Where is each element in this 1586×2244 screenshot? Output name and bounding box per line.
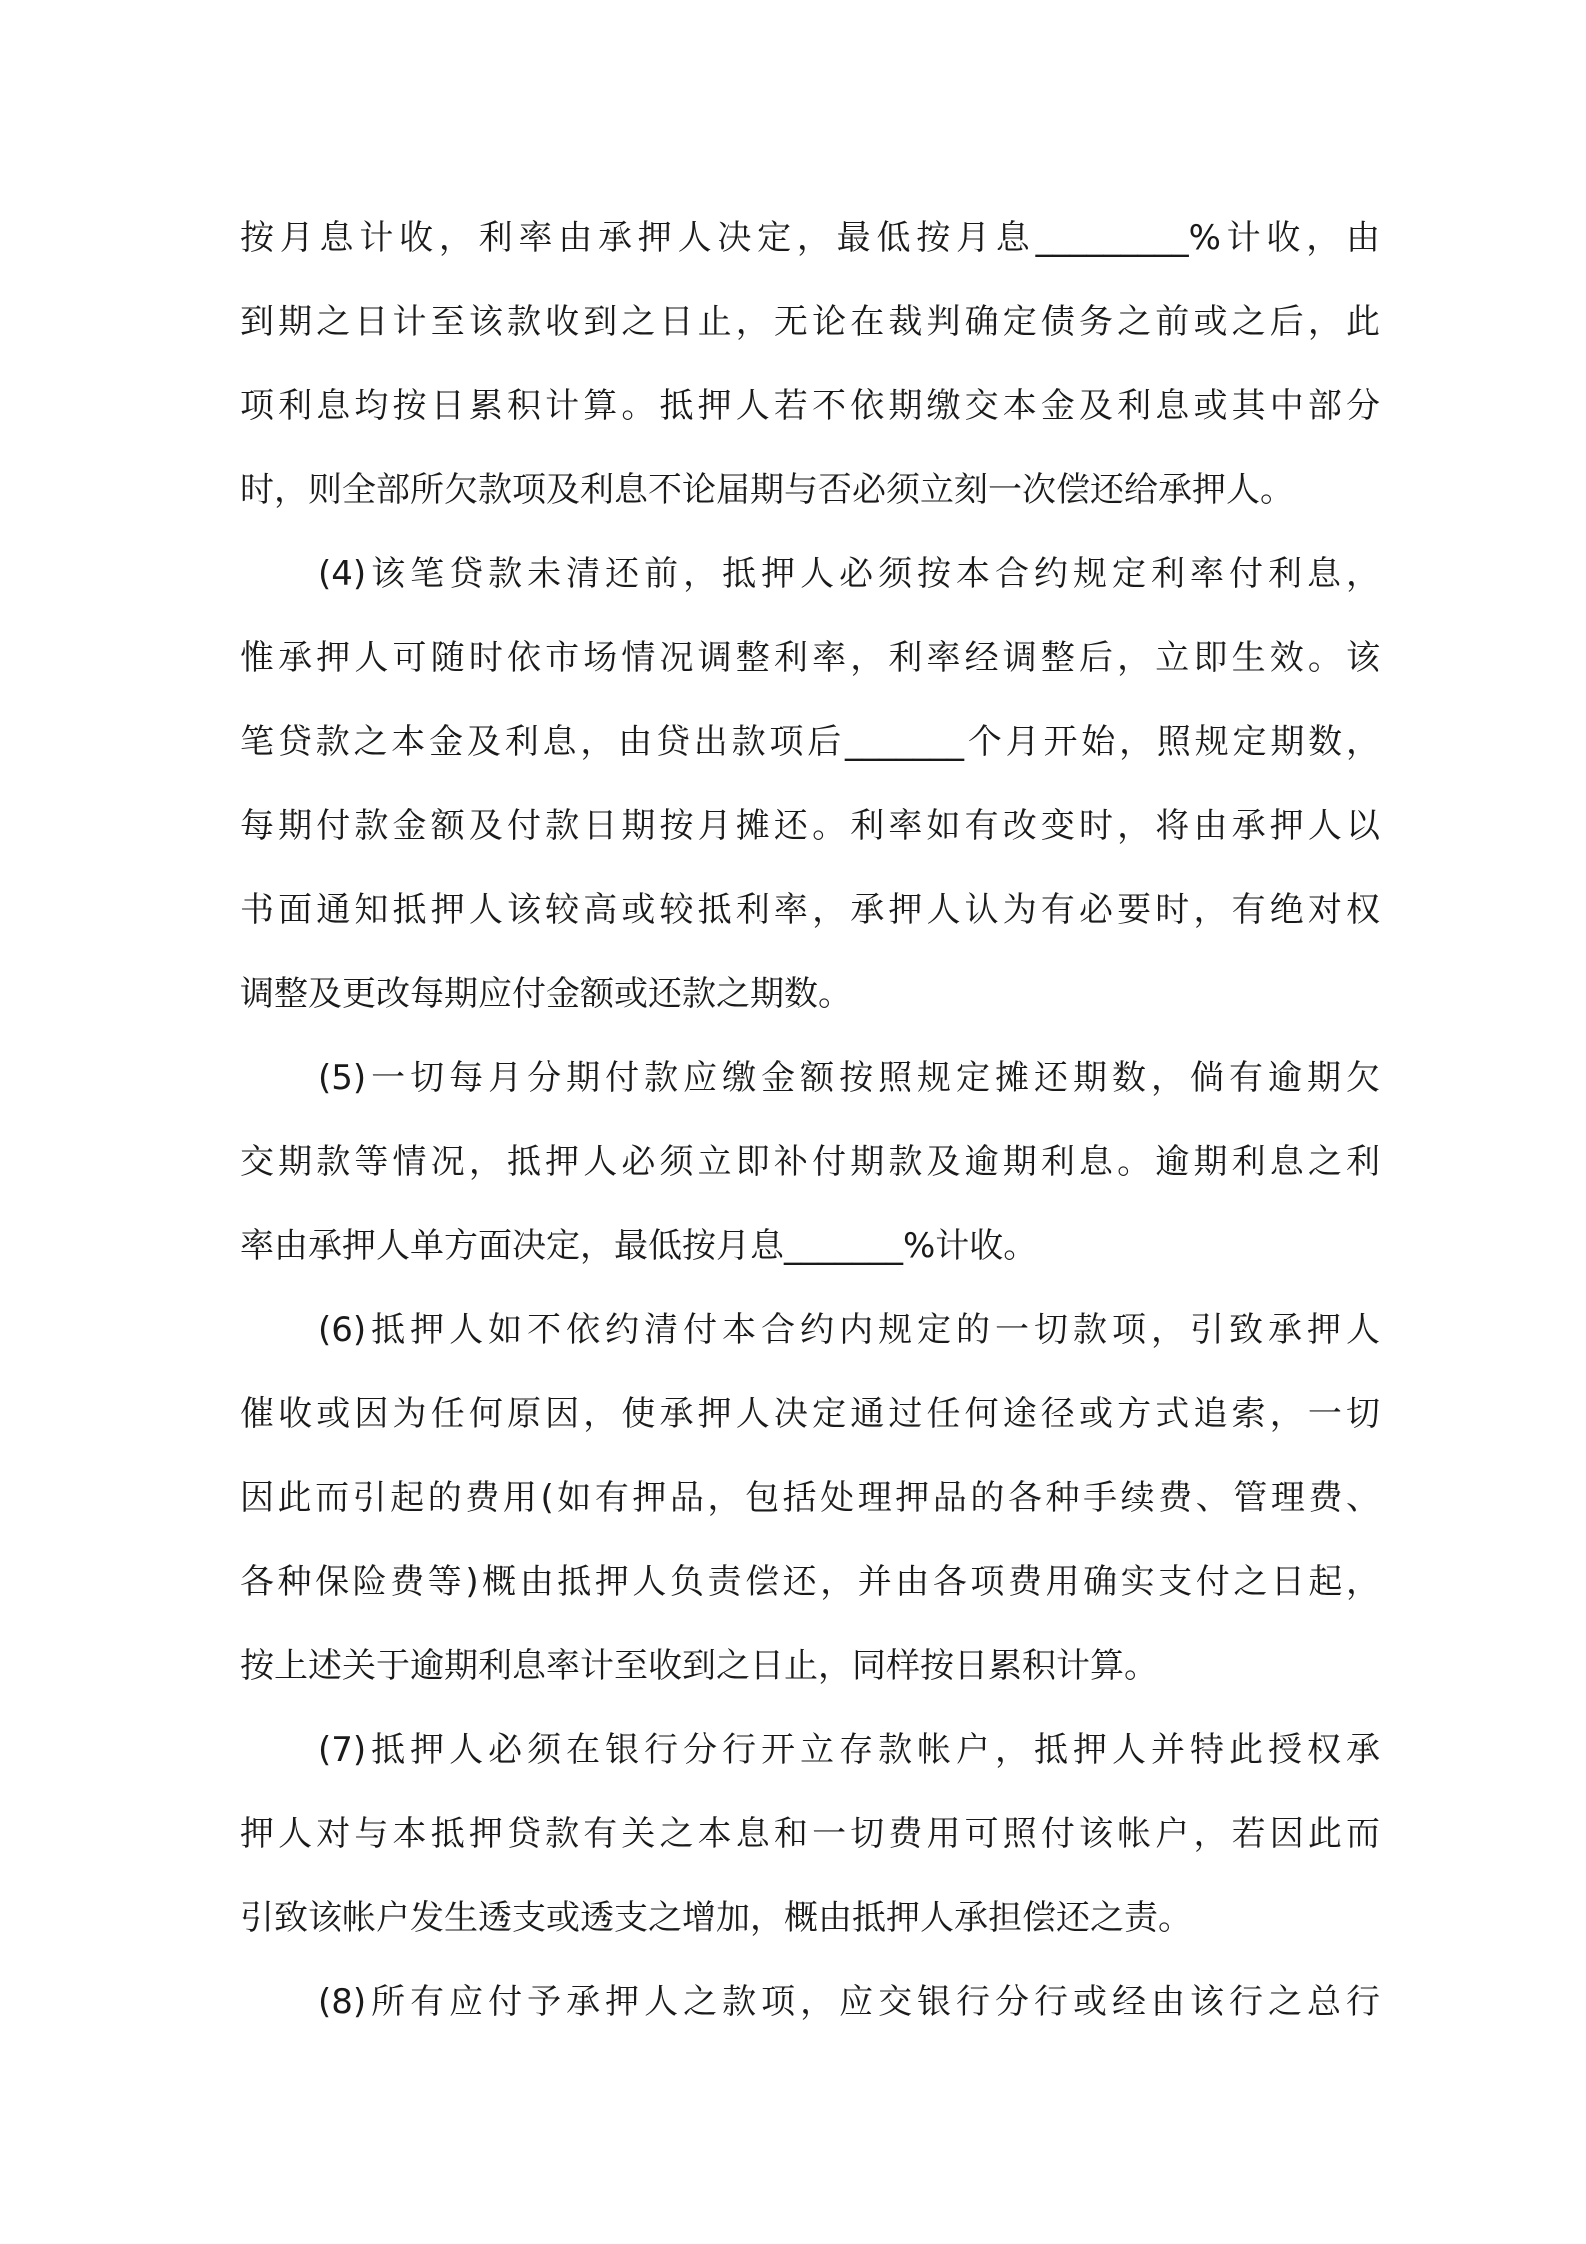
text-line: 项利息均按日累积计算。抵押人若不依期缴交本金及利息或其中部分 <box>240 386 1380 426</box>
paragraph-7-first-line: (7)抵押人必须在银行分行开立存款帐户，抵押人并特此授权承 <box>318 1730 1380 1770</box>
text-line: 到期之日计至该款收到之日止，无论在裁判确定债务之前或之后，此 <box>240 302 1380 342</box>
document-body <box>240 196 1380 2044</box>
text-line: 惟承押人可随时依市场情况调整利率，利率经调整后，立即生效。该 <box>240 638 1380 678</box>
text-line: 按月息计收，利率由承押人决定，最低按月息_________%计收，由 <box>240 218 1380 258</box>
text-line: 调整及更改每期应付金额或还款之期数。 <box>240 974 852 1014</box>
paragraph-8-first-line: (8)所有应付予承押人之款项，应交银行分行或经由该行之总行 <box>318 1982 1380 2022</box>
text-line: 按上述关于逾期利息率计至收到之日止，同样按日累积计算。 <box>240 1646 1158 1686</box>
text-line: 催收或因为任何原因，使承押人决定通过任何途径或方式追索，一切 <box>240 1394 1380 1434</box>
text-line: 书面通知抵押人该较高或较抵利率，承押人认为有必要时，有绝对权 <box>240 890 1380 930</box>
text-line: 因此而引起的费用(如有押品，包括处理押品的各种手续费、管理费、 <box>240 1478 1380 1518</box>
paragraph-6-first-line: (6)抵押人如不依约清付本合约内规定的一切款项，引致承押人 <box>318 1310 1380 1350</box>
text-line: 每期付款金额及付款日期按月摊还。利率如有改变时，将由承押人以 <box>240 806 1380 846</box>
text-line: 时，则全部所欠款项及利息不论届期与否必须立刻一次偿还给承押人。 <box>240 470 1294 510</box>
paragraph-4-first-line: (4)该笔贷款未清还前，抵押人必须按本合约规定利率付利息， <box>318 554 1380 594</box>
text-line: 率由承押人单方面决定，最低按月息_______%计收。 <box>240 1226 1038 1266</box>
text-line: 各种保险费等)概由抵押人负责偿还，并由各项费用确实支付之日起， <box>240 1562 1380 1602</box>
text-line: 笔贷款之本金及利息，由贷出款项后_______个月开始，照规定期数， <box>240 722 1380 762</box>
text-line: 引致该帐户发生透支或透支之增加，概由抵押人承担偿还之责。 <box>240 1898 1192 1938</box>
text-line: 交期款等情况，抵押人必须立即补付期款及逾期利息。逾期利息之利 <box>240 1142 1380 1182</box>
paragraph-5-first-line: (5)一切每月分期付款应缴金额按照规定摊还期数，倘有逾期欠 <box>318 1058 1380 1098</box>
text-line: 押人对与本抵押贷款有关之本息和一切费用可照付该帐户，若因此而 <box>240 1814 1380 1854</box>
